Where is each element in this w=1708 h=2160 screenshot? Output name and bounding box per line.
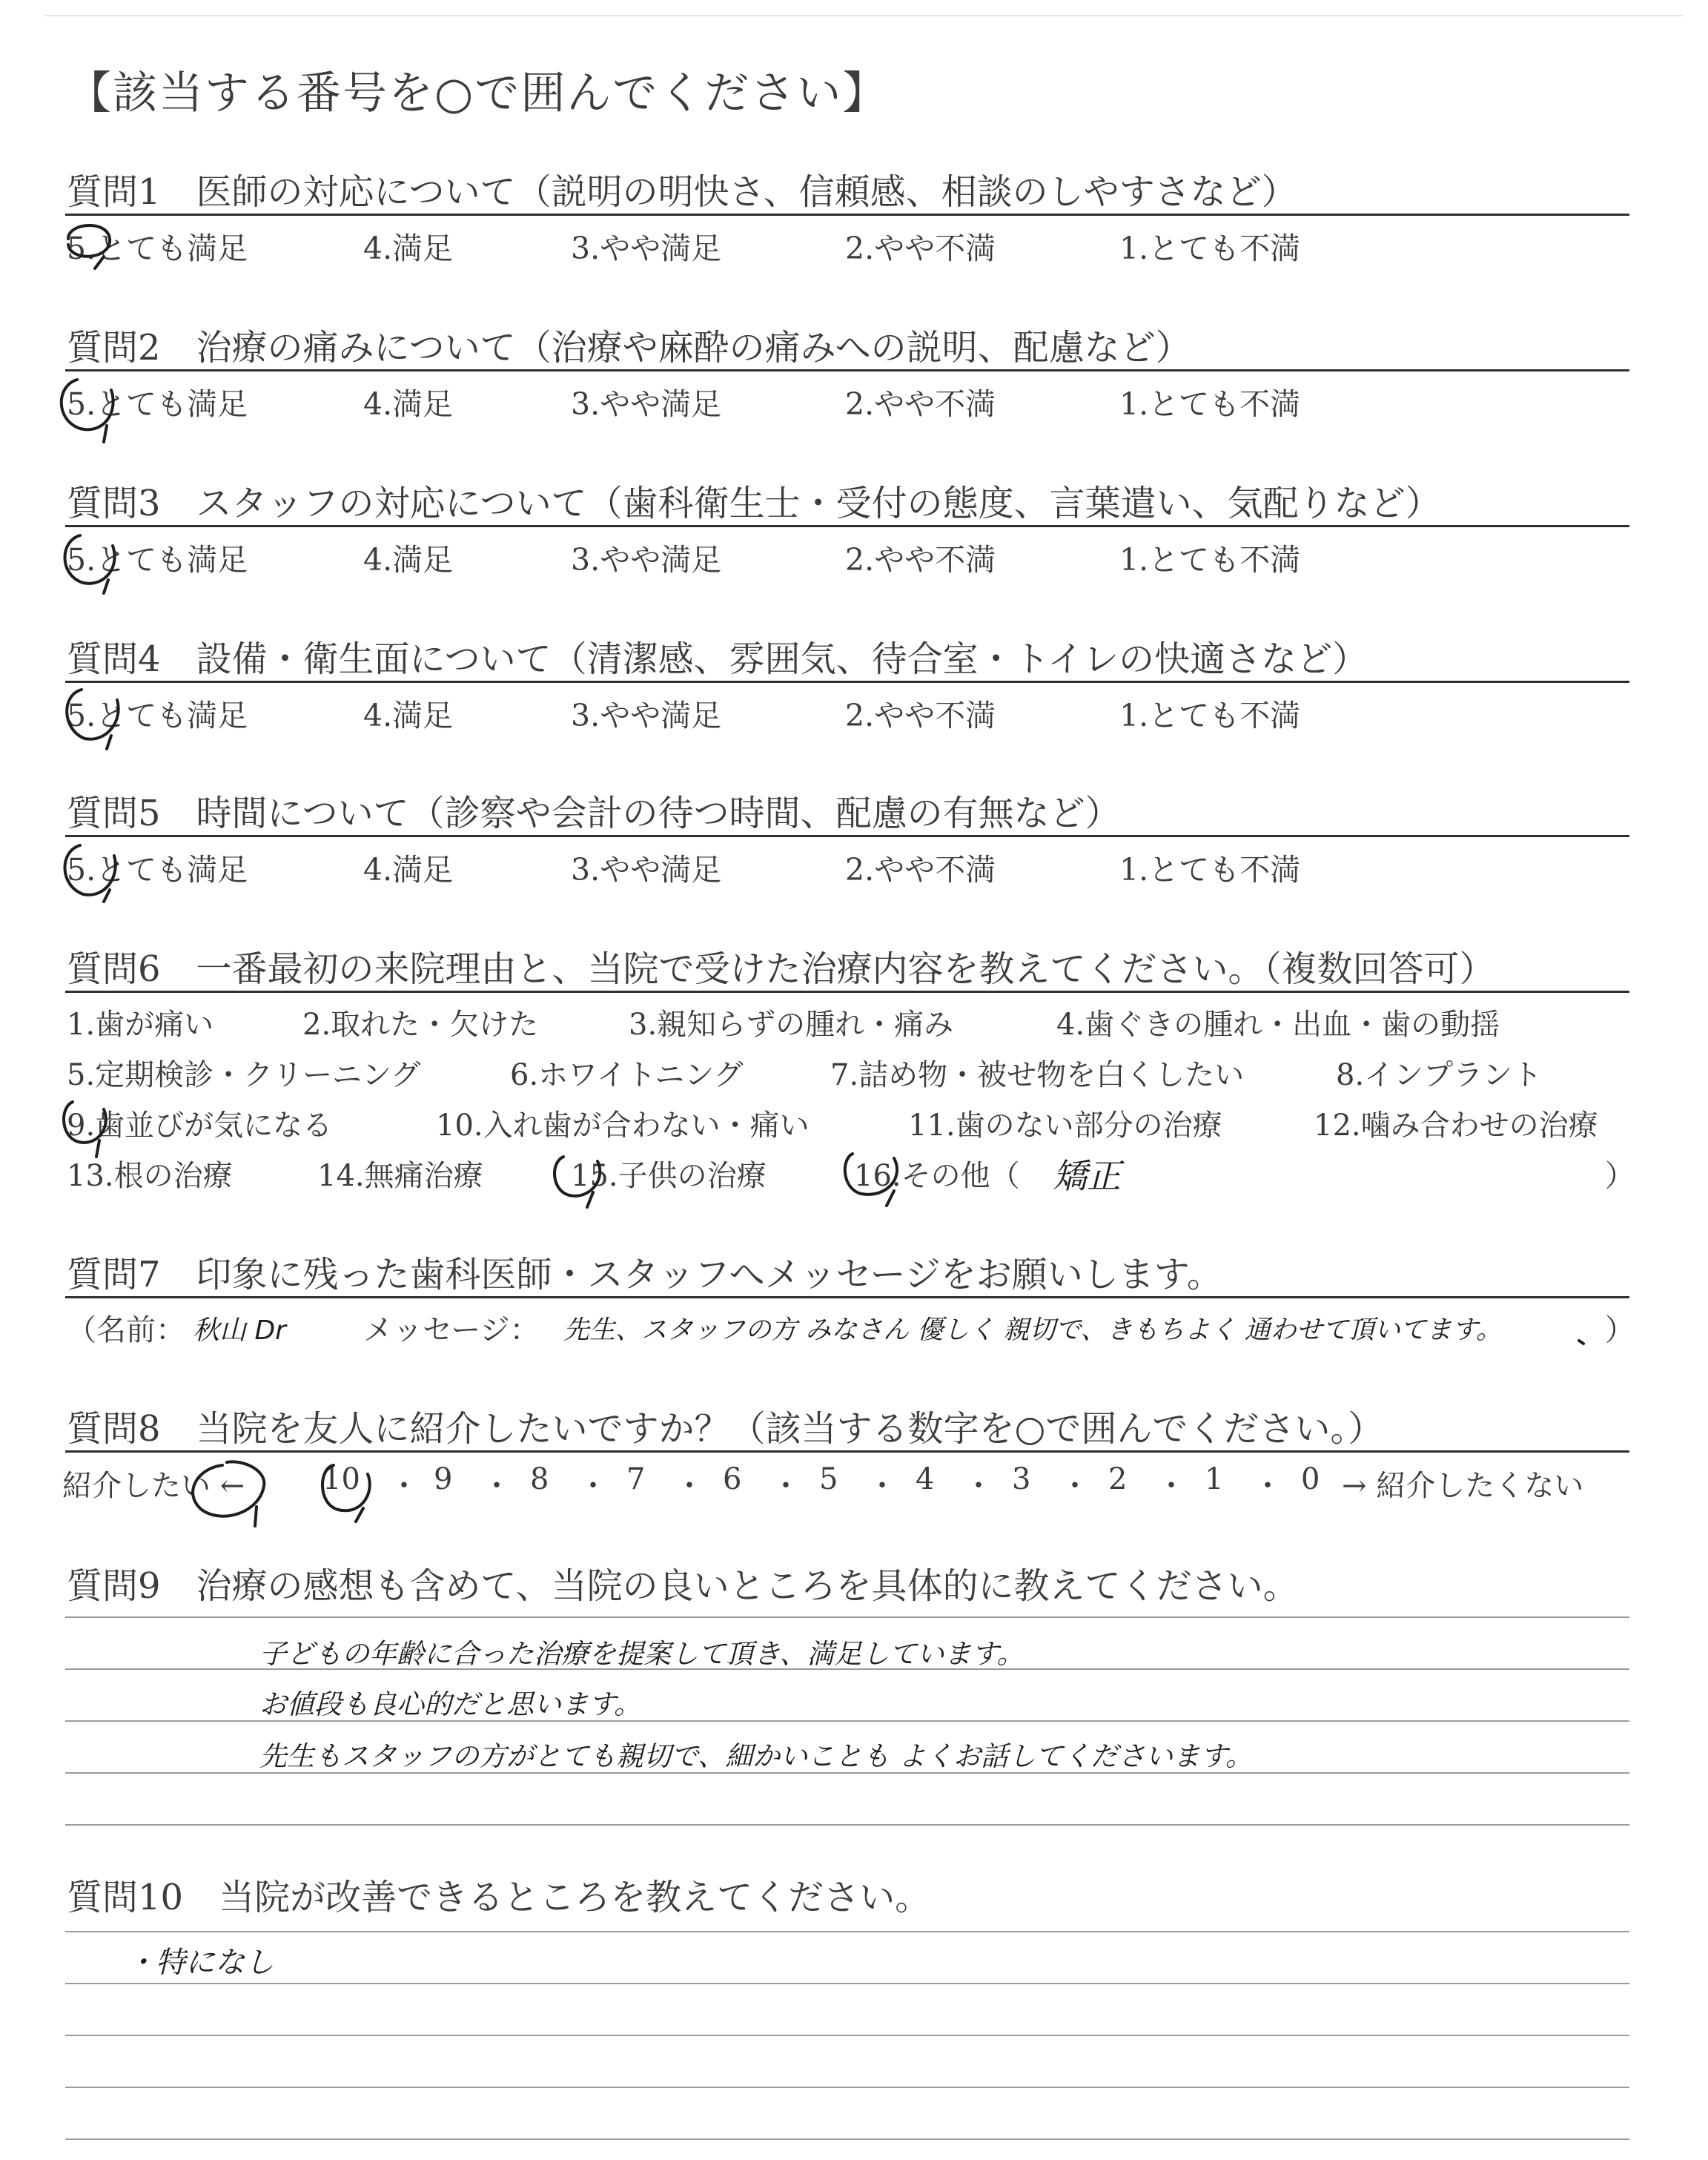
question-7-label: 質問7 印象に残った歯科医師・スタッフへメッセージをお願いします。 (67, 1254, 1222, 1295)
q1-option-3[interactable]: 3.やや満足 (571, 231, 722, 266)
q2-option-4[interactable]: 4.満足 (363, 386, 454, 422)
q9-answer-line-1[interactable]: 子どもの年齢に合った治療を提案して頂き、満足しています。 (259, 1638, 1025, 1670)
q6-option-11[interactable]: 11.歯のない部分の治療 (908, 1109, 1222, 1143)
q4-option-1[interactable]: 1.とても不満 (1119, 698, 1301, 733)
q8-dot: ・ (867, 1469, 897, 1503)
q8-dot: ・ (1060, 1469, 1090, 1503)
q9-answer-line-3[interactable]: 先生もスタッフの方がとても親切で、細かいことも よくお話してくださいます。 (259, 1740, 1254, 1772)
q10-line (65, 2087, 1629, 2088)
q6-option-9[interactable]: 9.歯並びが気になる (67, 1109, 333, 1143)
q9-line (65, 1824, 1629, 1826)
q8-dot: ・ (771, 1469, 801, 1503)
q2-option-1[interactable]: 1.とても不満 (1119, 386, 1301, 422)
q8-dot: ・ (1156, 1469, 1186, 1503)
q7-name-value[interactable]: 秋山 Dr (193, 1315, 286, 1346)
q6-option-14[interactable]: 14.無痛治療 (317, 1159, 483, 1193)
q8-dot: ・ (482, 1469, 512, 1503)
q2-option-5[interactable]: 5.とても満足 (67, 386, 248, 422)
q8-dot: ・ (964, 1469, 993, 1503)
question-2-label: 質問2 治療の痛みについて（治療や麻酔の痛みへの説明、配慮など） (67, 327, 1191, 369)
q3-option-2[interactable]: 2.やや不満 (845, 542, 996, 578)
q6-option-5[interactable]: 5.定期検診・クリーニング (67, 1058, 421, 1092)
question-4-label: 質問4 設備・衛生面について（清潔感、雰囲気、待合室・トイレの快適さなど） (67, 638, 1368, 680)
q7-period-dot (1579, 1341, 1583, 1344)
q10-line (65, 2138, 1629, 2140)
q9-line (65, 1616, 1629, 1618)
q10-answer-line-1[interactable]: ・特になし (126, 1946, 274, 1980)
question-8-label: 質問8 当院を友人に紹介したいですか？（該当する数字を○で囲んでください。） (67, 1408, 1384, 1450)
q8-value-5[interactable]: 5 (819, 1462, 838, 1496)
q1-option-1[interactable]: 1.とても不満 (1119, 231, 1301, 266)
page-top-border (44, 15, 1683, 16)
q8-value-9[interactable]: 9 (434, 1462, 453, 1496)
question-3-label: 質問3 スタッフの対応について（歯科衛生士・受付の態度、言葉遣い、気配りなど） (67, 483, 1441, 524)
question-6-rule (65, 991, 1629, 993)
q8-value-7[interactable]: 7 (626, 1462, 646, 1496)
q7-name-label: （名前： (67, 1313, 185, 1347)
q8-dot: ・ (389, 1469, 419, 1503)
form-title: 【該当する番号を○で囲んでください】 (67, 67, 889, 119)
q6-option-6[interactable]: 6.ホワイトニング (510, 1058, 744, 1092)
q6-option-10[interactable]: 10.入れ歯が合わない・痛い (436, 1109, 810, 1143)
q6-option-8[interactable]: 8.インプラント (1336, 1058, 1543, 1092)
q3-option-3[interactable]: 3.やや満足 (571, 542, 722, 578)
question-1-label: 質問1 医師の対応について（説明の明快さ、信頼感、相談のしやすさなど） (67, 171, 1297, 213)
q8-value-10[interactable]: 10 (322, 1462, 360, 1496)
q3-option-5[interactable]: 5.とても満足 (67, 542, 248, 578)
q6-option-13[interactable]: 13.根の治療 (67, 1159, 233, 1193)
q4-option-3[interactable]: 3.やや満足 (571, 698, 722, 733)
q6-option-7[interactable]: 7.詰め物・被せ物を白くしたい (830, 1058, 1245, 1092)
q5-option-4[interactable]: 4.満足 (363, 852, 454, 888)
q10-line (65, 1931, 1629, 1932)
q2-option-3[interactable]: 3.やや満足 (571, 386, 722, 422)
q4-option-2[interactable]: 2.やや不満 (845, 698, 996, 733)
question-9-label: 質問9 治療の感想も含めて、当院の良いところを具体的に教えてください。 (67, 1565, 1299, 1607)
q8-dot: ・ (675, 1469, 704, 1503)
question-5-rule (65, 835, 1629, 837)
question-1-rule (65, 214, 1629, 216)
q6-option-4[interactable]: 4.歯ぐきの腫れ・出血・歯の動揺 (1056, 1008, 1500, 1042)
question-6-label: 質問6 一番最初の来院理由と、当院で受けた治療内容を教えてください。（複数回答可） (67, 948, 1495, 990)
q8-right-label: → 紹介したくない (1342, 1469, 1584, 1503)
question-4-rule (65, 681, 1629, 683)
question-8-rule (65, 1450, 1629, 1453)
q10-line (65, 1983, 1629, 1984)
q3-option-4[interactable]: 4.満足 (363, 542, 454, 578)
question-2-rule (65, 369, 1629, 371)
q4-option-5[interactable]: 5.とても満足 (67, 698, 248, 733)
q6-other-close: ） (1605, 1159, 1635, 1193)
q6-option-2[interactable]: 2.取れた・欠けた (302, 1008, 539, 1042)
q7-message-value[interactable]: 先生、スタッフの方 みなさん 優しく 親切で、きもちよく 通わせて頂いてます。 (563, 1315, 1503, 1345)
q5-option-3[interactable]: 3.やや満足 (571, 852, 722, 888)
q10-line (65, 2035, 1629, 2036)
q6-option-3[interactable]: 3.親知らずの腫れ・痛み (629, 1008, 954, 1042)
q8-value-3[interactable]: 3 (1012, 1462, 1031, 1496)
q5-option-2[interactable]: 2.やや不満 (845, 852, 996, 888)
q7-close: ） (1605, 1313, 1635, 1347)
q5-option-5[interactable]: 5.とても満足 (67, 852, 248, 888)
q8-dot: ・ (1253, 1469, 1282, 1503)
question-7-rule (65, 1296, 1629, 1298)
q7-message-label: メッセージ： (363, 1313, 540, 1347)
q1-option-2[interactable]: 2.やや不満 (845, 231, 996, 266)
q2-option-2[interactable]: 2.やや不満 (845, 386, 996, 422)
q6-other-text[interactable]: 矯正 (1053, 1156, 1121, 1196)
q8-left-label: 紹介したい ← (62, 1469, 245, 1503)
q6-option-12[interactable]: 12.噛み合わせの治療 (1314, 1109, 1598, 1143)
q8-value-6[interactable]: 6 (723, 1462, 742, 1496)
q6-option-1[interactable]: 1.歯が痛い (67, 1008, 214, 1042)
q8-value-0[interactable]: 0 (1301, 1462, 1320, 1496)
q5-option-1[interactable]: 1.とても不満 (1119, 852, 1301, 888)
q4-option-4[interactable]: 4.満足 (363, 698, 454, 733)
q8-value-2[interactable]: 2 (1108, 1462, 1128, 1496)
question-5-label: 質問5 時間について（診察や会計の待つ時間、配慮の有無など） (67, 793, 1121, 834)
question-3-rule (65, 525, 1629, 527)
q1-option-4[interactable]: 4.満足 (363, 231, 454, 266)
q3-option-1[interactable]: 1.とても不満 (1119, 542, 1301, 578)
q9-answer-line-2[interactable]: お値段も良心的だと思います。 (259, 1688, 642, 1720)
q1-option-5[interactable]: 5.とても満足 (67, 231, 248, 266)
q6-option-15[interactable]: 15.子供の治療 (571, 1159, 767, 1193)
q8-value-4[interactable]: 4 (916, 1462, 935, 1496)
q8-value-8[interactable]: 8 (530, 1462, 549, 1496)
question-10-label: 質問10 当院が改善できるところを教えてください。 (67, 1877, 931, 1918)
q8-value-1[interactable]: 1 (1205, 1462, 1224, 1496)
q8-dot: ・ (578, 1469, 608, 1503)
q6-option-16[interactable]: 16.その他（ (854, 1159, 1020, 1193)
